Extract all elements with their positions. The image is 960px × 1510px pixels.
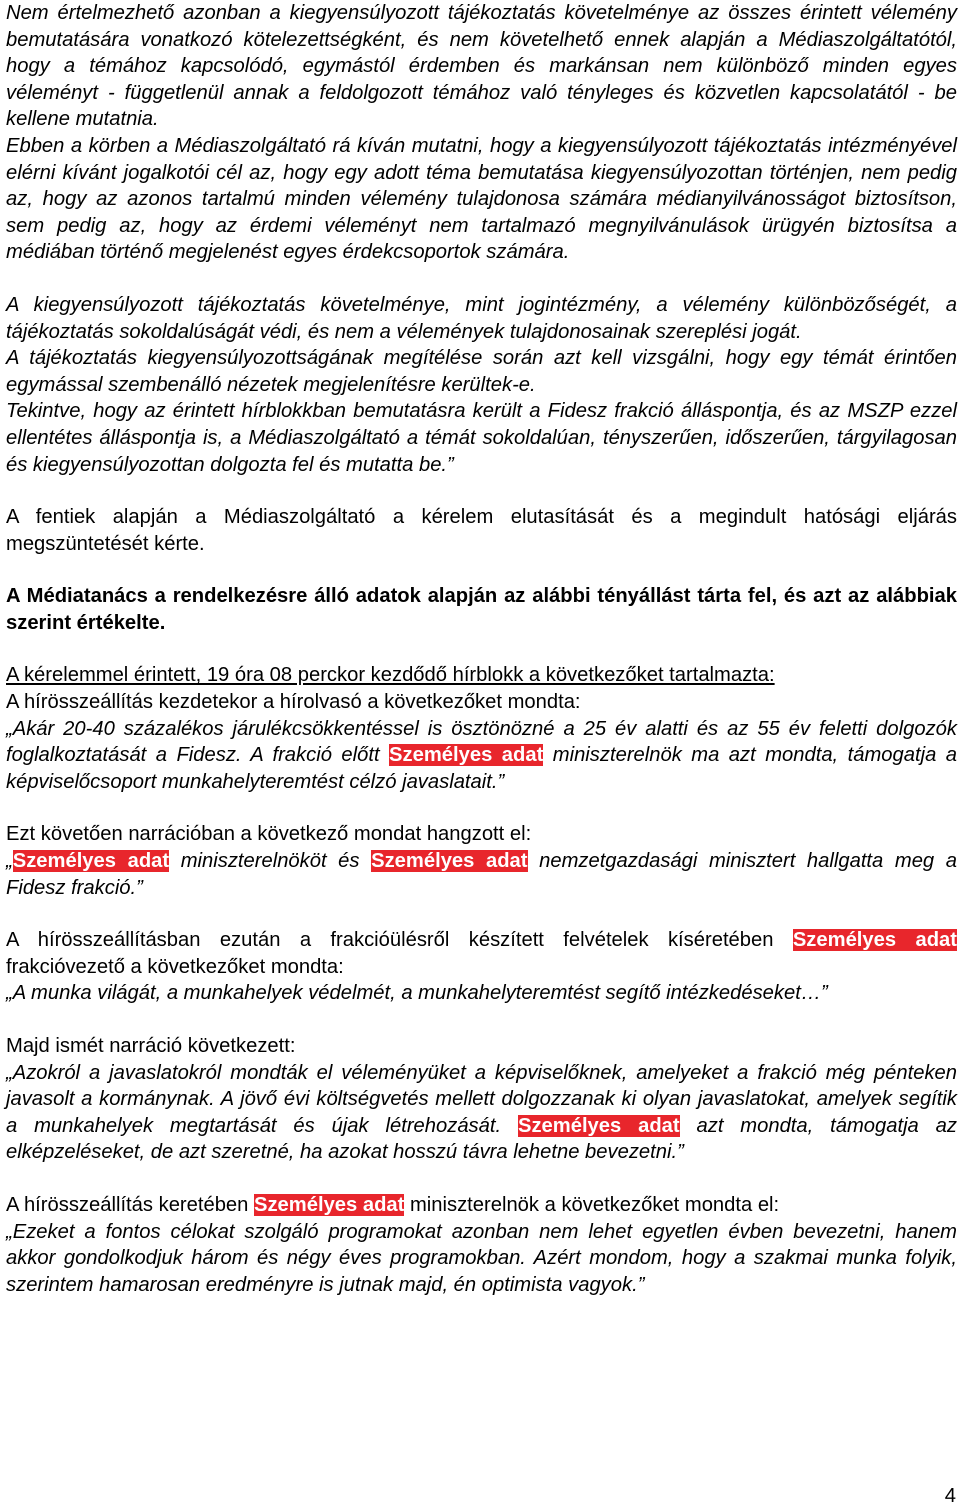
paragraph-3: A kiegyensúlyozott tájékoztatás követelménye, mint jogintézmény, a vélemény különbözőségét, a tájékoztatás sokoldalúságát védi, és nem a vélemények tulajdonosainak szereplési jogát. [6,293,957,343]
paragraph-5: Tekintve, hogy az érintett hírblokkban bemutatásra került a Fidesz frakció álláspontja, és az MSZP ezzel ellentétes álláspontja is, a Médiaszolgáltató a témát sokoldalúan, tényszerűen, időszerűen, tárgyilagosan és kiegyensúlyozottan dolgozta fel és mutatta be.” [6,400,957,476]
quote-1-text-b: miniszterelnök ma azt mondta, támogatja a képviselőcsoport munkahelyteremtést célzó javaslatait.” [6,744,957,793]
redaction-badge: Személyes adat [517,1114,680,1137]
paragraph-6: A fentiek alapján a Médiaszolgáltató a kérelem elutasítását és a megindult hatósági eljárás megszüntetését kérte. [6,506,957,555]
paragraph-15: Majd ismét narráció következett: [6,1035,296,1057]
quote-3: „A munka világát, a munkahelyek védelmét, a munkahelyteremtést segítő intézkedéseket…” [6,982,828,1005]
quote-2-text-b: nemzetgazdasági minisztert hallgatta meg a Fidesz frakció.” [6,850,957,899]
paragraph-9: A hírösszeállítás kezdetekor a hírolvasó a következőket mondta: [6,691,581,714]
paragraph-2: Ebben a körben a Médiaszolgáltató rá kíván mutatni, hogy a kiegyensúlyozott tájékoztatás intézményével elérni kívánt jogalkotói cél az, hogy egy adott téma bemutatása kiegyensúlyozottan történjen, nem pedig az, hogy az azonos tartalmú minden vélemény tulajdonosa számára médianyilvánosságot biztosítson, sem pedig az, hogy az érdemi véleményt nem tartalmazó megnyilvánulások ürügyén biztosítsa a médiában történő megjelenést egyes érdekcsoportok számára. [6,134,957,264]
redaction-badge: Személyes adat [12,850,170,873]
paragraph-17-text-b: miniszterelnök a következőket mondta el: [404,1193,780,1216]
paragraph-4: A tájékoztatás kiegyensúlyozottságának megítélése során azt kell vizsgálni, hogy egy témát érintően egymással szembenálló nézetek megjelenítésre kerültek-e. [6,347,957,396]
paragraph-13-text-a: A hírösszeállításban ezután a frakcióülésről készített felvételek kíséretében [6,929,793,952]
quote-4-text-b: azt mondta, támogatja az elképzeléseket, de azt szeretné, ha azokat hosszú távra lehetne bevezetni.” [6,1114,957,1164]
quote-1-text-a: „Akár 20-40 százalékos járulékcsökkentéssel is ösztönözné a 25 év alatti és az 55 év feletti dolgozók foglalkoztatását a Fidesz. A frakció előtt [6,717,957,767]
page-number: 4 [944,1485,956,1507]
paragraph-1: Nem értelmezhető azonban a kiegyensúlyozott tájékoztatás követelménye az összes érintett vélemény bemutatására vonatkozó kötelezettségként, és nem követelhető ennek alapján a Médiaszolgáltatótól, hogy a témához kapcsolódó, egymástól érdemben és markánsan nem különböző minden egyes véleményt - függetlenül annak a feldolgozott témához való tényleges és közvetlen kapcsolatától - be kellene mutatnia. [6,2,957,131]
paragraph-8 [6,662,957,689]
paragraph-11: Ezt követően narrációban a következő mondat hangzott el: [6,823,532,846]
redaction-badge: Személyes adat [389,744,544,767]
quote-2-text-a: miniszterelnököt és [169,850,372,873]
quote-5: „Ezeket a fontos célokat szolgáló programokat azonban nem lehet egyetlen évben bevezetni, hanem akkor gondolkodjuk három és négy éves programokban. Azért mondom, hogy a szakmai munka folyik, szerintem hamarosan eredményre is jutnak majd, én optimista vagyok.” [6,1220,957,1296]
paragraph-13-text-b: frakcióvezető a következőket mondta: [6,955,344,978]
paragraph-17 [6,1192,957,1219]
redaction-badge: Személyes adat [792,929,957,952]
document-page [6,0,957,1298]
redaction-badge: Személyes adat [254,1193,405,1216]
quote-2 [6,848,957,901]
quote-4 [6,1060,957,1166]
paragraph-13 [6,927,957,980]
quote-2-open: „ [6,850,13,873]
underlined-intro: A kérelemmel érintett, 19 óra 08 perckor kezdődő hírblokk a következőket tartalmazta: [6,664,775,687]
quote-1 [6,716,957,796]
paragraph-17-text-a: A hírösszeállítás keretében [6,1193,254,1216]
section-heading: A Médiatanács a rendelkezésre álló adatok alapján az alábbi tényállást tárta fel, és azt az alábbiak szerint értékelte. [6,585,957,634]
redaction-badge: Személyes adat [371,850,528,873]
quote-4-text-a: „Azokról a javaslatokról mondták el véleményüket a képviselőknek, amelyeket a frakció még pénteken javasolt a kormánynak. A jövő évi költségvetés mellett dolgozzanak ki olyan javaslatokat, amelyek segítik a munkahelyek megtartását és újak létrehozását. [6,1061,957,1137]
